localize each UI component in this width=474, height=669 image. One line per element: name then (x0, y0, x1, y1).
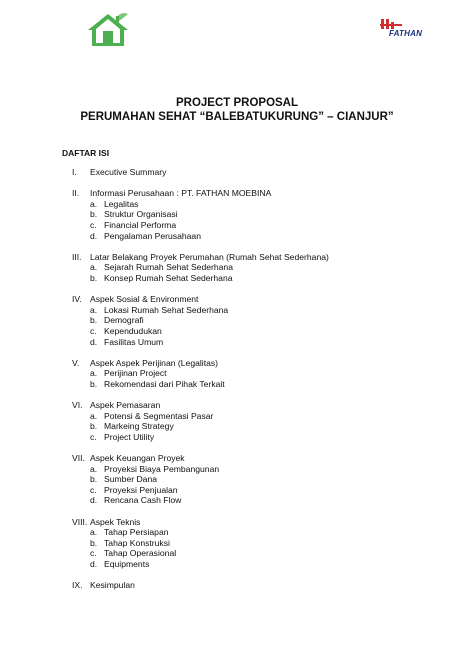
toc-item-text: Fasilitas Umum (104, 336, 164, 347)
toc-section-title: Executive Summary (90, 167, 167, 177)
toc-item-letter: c. (90, 325, 97, 336)
toc-section-row (72, 517, 329, 528)
toc-item-text: Project Utility (104, 431, 155, 442)
toc-item-text: Potensi & Segmentasi Pasar (104, 410, 214, 421)
toc-item-text: Sejarah Rumah Sehat Sederhana (104, 262, 233, 273)
toc-item (72, 209, 329, 220)
toc-item-letter: c. (90, 431, 97, 442)
toc-section-title: Aspek Pemasaran (90, 400, 161, 411)
toc-item-text: Legalitas (104, 198, 139, 209)
toc-section (72, 400, 329, 442)
toc-item (72, 548, 329, 559)
toc-item (72, 220, 329, 231)
toc-item-text: Tahap Persiapan (104, 527, 169, 538)
toc-section-row (72, 358, 329, 369)
toc-section (72, 517, 329, 570)
toc-section (72, 358, 329, 390)
toc-section-number: I. (72, 167, 77, 177)
green-house-icon (86, 10, 130, 48)
toc-section-row (72, 294, 329, 305)
toc-item (72, 559, 329, 570)
toc-item (72, 326, 329, 337)
toc-section-title: Latar Belakang Proyek Perumahan (Rumah Sehat Sederhana) (90, 251, 329, 262)
toc-item-text: Pengalaman Perusahaan (104, 230, 201, 241)
page-subtitle: PERUMAHAN SEHAT “BALEBATUKURUNG” – CIANJUR” (80, 111, 394, 123)
toc-item (72, 315, 329, 326)
toc-item (72, 495, 329, 506)
toc-item-text: Tahap Konstruksi (104, 537, 170, 548)
toc-section-number: V. (72, 357, 80, 368)
toc-item (72, 273, 329, 284)
toc-item-letter: d. (90, 230, 98, 241)
toc-item-text: Lokasi Rumah Sehat Sederhana (104, 304, 229, 315)
toc-item (72, 421, 329, 432)
toc-item-letter: a. (90, 463, 98, 474)
toc-item-letter: c. (90, 484, 97, 495)
toc-item (72, 464, 329, 475)
toc-section-number: IX. (72, 580, 83, 591)
toc-item-text: Kependudukan (104, 325, 162, 336)
toc-section-title: Aspek Keuangan Proyek (90, 453, 185, 464)
toc-item (72, 368, 329, 379)
toc-item (72, 199, 329, 210)
toc-item-letter: a. (90, 262, 98, 273)
toc-section-row (72, 400, 329, 411)
toc-section-title: Aspek Sosial & Environment (90, 294, 199, 305)
toc-section (72, 294, 329, 347)
toc-section (72, 453, 329, 506)
table-of-contents (72, 167, 329, 601)
toc-item-text: Konsep Rumah Sehat Sederhana (104, 272, 233, 283)
toc-section-row (72, 580, 329, 591)
toc-item-text: Financial Performa (104, 219, 177, 230)
toc-item-text: Tahap Operasional (104, 548, 177, 559)
toc-section-number: III. (72, 251, 82, 262)
toc-item-text: Rekomendasi dari Pihak Terkait (104, 378, 225, 389)
logo-brand-text: FATHAN (389, 29, 423, 38)
toc-item (72, 379, 329, 390)
toc-item-text: Struktur Organisasi (104, 209, 178, 220)
toc-item-letter: a. (90, 368, 98, 379)
toc-section-number: VII. (72, 453, 85, 464)
toc-item-letter: d. (90, 495, 98, 506)
toc-item (72, 527, 329, 538)
toc-section-row (72, 188, 329, 199)
toc-item (72, 337, 329, 348)
toc-section-number: II. (72, 188, 80, 199)
toc-section (72, 580, 329, 591)
toc-item-letter: b. (90, 378, 98, 389)
toc-item (72, 474, 329, 485)
toc-item-letter: d. (90, 336, 98, 347)
toc-heading: DAFTAR ISI (62, 148, 110, 158)
toc-section-number: VIII. (72, 516, 88, 527)
toc-section (72, 167, 329, 178)
toc-item-letter: b. (90, 209, 98, 220)
toc-item-text: Proyeksi Penjualan (104, 484, 178, 495)
toc-item-letter: a. (90, 304, 98, 315)
toc-item (72, 432, 329, 443)
toc-item-letter: a. (90, 410, 98, 421)
toc-item (72, 231, 329, 242)
toc-item-letter: a. (90, 527, 98, 538)
toc-item-letter: b. (90, 315, 98, 326)
toc-section (72, 188, 329, 241)
toc-section-title: Informasi Perusahaan : PT. FATHAN MOEBINA (90, 188, 272, 199)
toc-item (72, 538, 329, 549)
toc-item-letter: a. (90, 198, 98, 209)
toc-section-row (72, 453, 329, 464)
toc-section-row (72, 167, 329, 178)
toc-item-letter: d. (90, 558, 98, 569)
toc-item-text: Rencana Cash Flow (104, 495, 182, 506)
fathan-logo-icon (380, 18, 426, 40)
toc-item-letter: c. (90, 219, 97, 230)
toc-item-text: Perijinan Project (104, 368, 167, 379)
toc-item-letter: b. (90, 537, 98, 548)
toc-item-text: Markeing Strategy (104, 421, 174, 432)
toc-section-title: Aspek Teknis (90, 516, 141, 527)
toc-item-letter: b. (90, 474, 98, 485)
page-title: PROJECT PROPOSAL (175, 97, 299, 109)
toc-section-number: VI. (72, 400, 83, 411)
toc-item (72, 305, 329, 316)
toc-item-text: Sumber Dana (104, 474, 158, 485)
toc-item (72, 411, 329, 422)
toc-item-letter: c. (90, 548, 97, 559)
toc-section-number: IV. (72, 294, 82, 305)
toc-section-row (72, 252, 329, 263)
toc-item (72, 262, 329, 273)
toc-item-text: Proyeksi Biaya Pembangunan (104, 463, 220, 474)
toc-section (72, 252, 329, 284)
toc-item-letter: b. (90, 272, 98, 283)
toc-item-letter: b. (90, 421, 98, 432)
toc-section-title: Kesimpulan (90, 580, 135, 591)
toc-item-text: Demografi (104, 315, 144, 326)
toc-item (72, 485, 329, 496)
toc-section-title: Aspek Aspek Perijinan (Legalitas) (90, 357, 219, 368)
toc-item-text: Equipments (104, 558, 150, 569)
